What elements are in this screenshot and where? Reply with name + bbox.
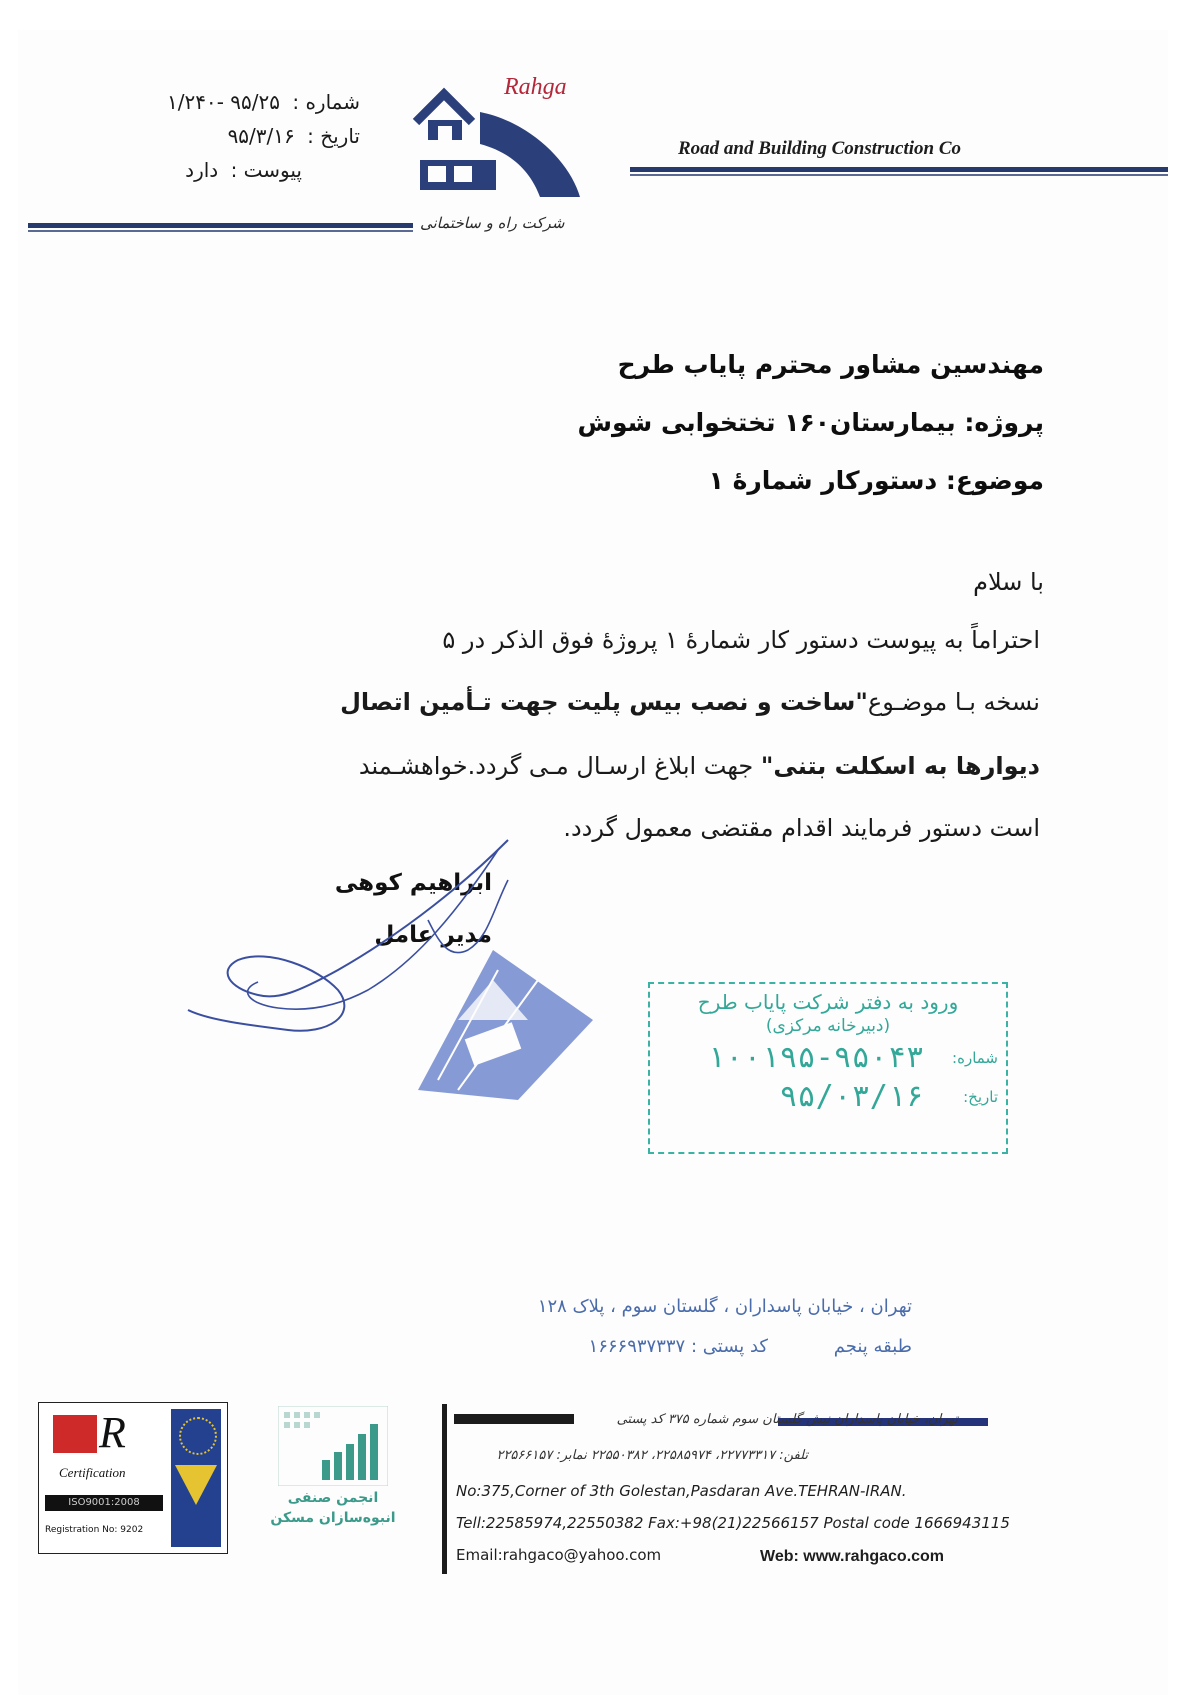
buildings-icon — [278, 1406, 388, 1486]
footer-email: Email:rahgaco@yahoo.com — [456, 1546, 662, 1564]
redaction-bar — [454, 1414, 574, 1424]
letter-attachment: پیوست : دارد — [185, 158, 302, 182]
header-rule-left — [28, 223, 413, 228]
letter-number: شماره : ۹۵/۲۵ -۱/۲۴۰ — [166, 90, 360, 114]
received-stamp — [648, 982, 1008, 1154]
cfr-mark-icon — [53, 1415, 97, 1453]
body-line-3: دیوارها به اسکلت بتنی" جهت ابلاغ ارسـال مـی گردد.خواهشـمند — [358, 752, 1040, 780]
greeting: با سلام — [973, 568, 1044, 596]
certification-logo: R Certification ISO9001:2008 Registration No: 9202 — [38, 1402, 228, 1554]
subject-line: موضوع: دستورکار شمارۀ ۱ — [708, 466, 1044, 495]
company-english-name: Road and Building Construction Co — [678, 138, 961, 159]
address-floor: طبقه پنجم — [833, 1336, 912, 1357]
stamp-date-value: ۹۵/۰۳/۱۶ — [779, 1079, 924, 1114]
body-line-2: نسخه بـا موضـوع"ساخت و نصب بیس پلیت جهت تـأمین اتصال — [340, 688, 1040, 716]
footer-persian-address: تهران، خیابان پاسداران نبش گلستان سوم شماره ۳۷۵ کد پستی — [616, 1412, 958, 1427]
stamp-number-value: ۱۰۰۱۹۵-۹۵۰۴۳ — [707, 1040, 924, 1075]
footer-divider — [442, 1404, 447, 1574]
stamp-date-row — [650, 1079, 1006, 1114]
logo-wordmark: Rahga — [504, 74, 567, 100]
header-rule-right-thin — [630, 174, 1168, 176]
signatory-name: ابراهیم کوهی — [334, 870, 492, 896]
addressee-line: مهندسین مشاور محترم پایاب طرح — [617, 350, 1044, 379]
footer-english-address: No:375,Corner of 3th Golestan,Pasdaran Ave.TEHRAN-IRAN. — [456, 1482, 907, 1500]
header-rule-left-thin — [28, 230, 413, 232]
letter-date: تاریخ : ۹۵/۳/۱۶ — [227, 124, 360, 148]
eu-certification-badge — [171, 1409, 221, 1547]
body-line-4: است دستور فرمایند اقدام مقتضی معمول گردد. — [563, 814, 1040, 842]
shield-icon — [175, 1465, 217, 1505]
address-postal: کد پستی : ۱۶۶۶۹۳۷۳۳۷ — [588, 1336, 768, 1357]
stamp-date-label: تاریخ: — [963, 1087, 998, 1106]
company-seal — [398, 920, 608, 1120]
letter-page — [18, 30, 1168, 1695]
address-line: تهران ، خیابان پاسداران ، گلستان سوم ، پلاک ۱۲۸ — [537, 1296, 912, 1317]
footer-persian-phones: تلفن: ۲۲۷۷۳۳۱۷، ۲۲۵۸۵۹۷۴، ۲۲۵۵۰۳۸۲ نمابر: ۲۲۵۶۶۱۵۷ — [496, 1448, 808, 1463]
logo-persian-subtitle: شرکت راه و ساختمانی — [420, 214, 565, 232]
stamp-title: ورود به دفتر شرکت پایاب طرح — [697, 990, 959, 1014]
footer-website: Web: www.rahgaco.com — [760, 1548, 945, 1565]
footer-english-phones: Tell:22585974,22550382 Fax:+98(21)22566157 Postal code 1666943115 — [456, 1514, 1010, 1532]
stamp-subtitle: (دبیرخانه مرکزی) — [765, 1016, 891, 1036]
stamp-number-label: شماره: — [952, 1048, 998, 1067]
signatory-title: مدیر عامل — [374, 922, 492, 948]
association-logo: انجمن صنفی انبوه‌سازان مسکن — [258, 1406, 408, 1536]
eu-stars-icon — [179, 1417, 217, 1455]
header-rule-right — [630, 167, 1168, 172]
stamp-number-row — [650, 1040, 1006, 1075]
body-line-1: احتراماً به پیوست دستور کار شمارۀ ۱ پروژۀ فوق الذکر در ۵ — [442, 626, 1040, 654]
project-line: پروژه: بیمارستان۱۶۰ تختخوابی شوش — [577, 408, 1044, 437]
